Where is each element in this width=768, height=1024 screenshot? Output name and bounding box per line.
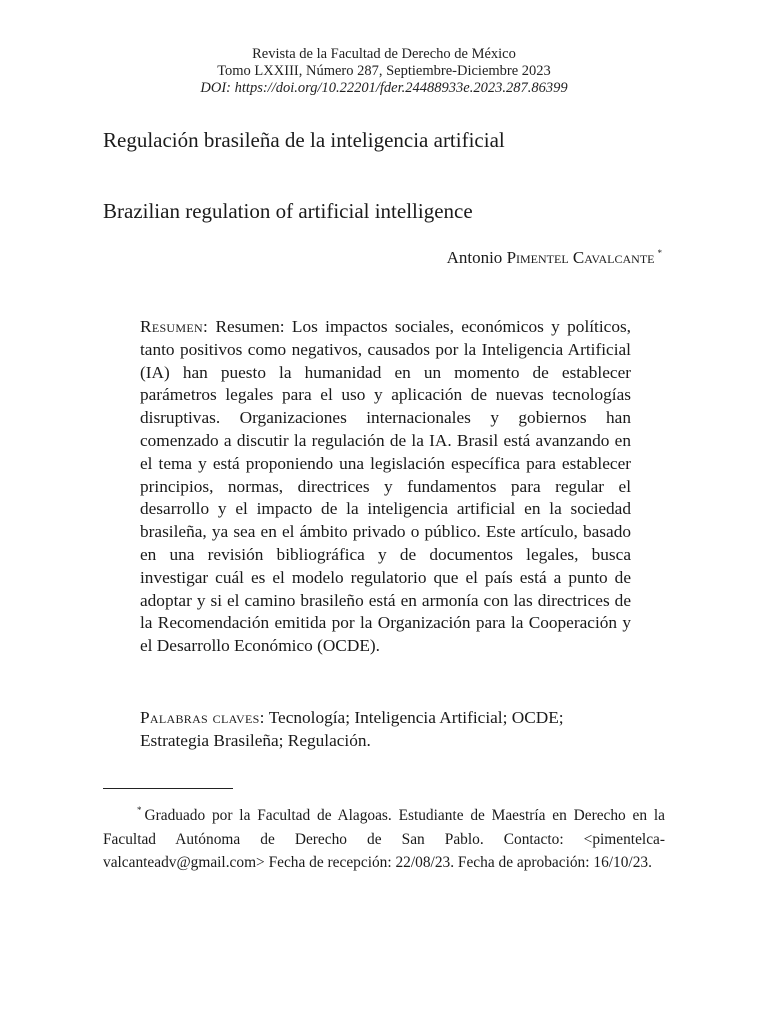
author-line xyxy=(447,248,662,268)
journal-name: Revista de la Facultad de Derecho de México xyxy=(252,46,516,62)
keywords xyxy=(140,707,635,753)
journal-header xyxy=(0,46,768,97)
keywords-label: Palabras claves: xyxy=(140,708,265,727)
footnote-text: Graduado por la Facultad de Alagoas. Estudiante de Maestría en Derecho en la Facultad Autónoma de Derecho de San Pablo. Contacto: <pimentelcavalcanteadv@gmail.com> Fecha de recepción: 22/08/23. Fecha de aprobación: 16/10/23. xyxy=(103,807,665,871)
journal-issue: Tomo LXXIII, Número 287, Septiembre-Diciembre 2023 xyxy=(217,63,551,79)
footnote-divider xyxy=(103,788,233,789)
abstract-text: Resumen: Los impactos sociales, económicos y políticos, tanto positivos como negativos, causados por la Inteligencia Artificial (IA) han puesto la humanidad en un momento de establecer parámetros legales para el uso y aplicación de nuevas tecnologías disruptivas. Organizaciones internacionales y gobiernos han comenzado a discutir la regulación de la IA. Brasil está avanzando en el tema y está proponiendo una legislación específica para establecer principios, normas, directrices y fundamentos para regular el desarrollo y el impacto de la inteligencia artificial en la sociedad brasileña, ya sea en el ámbito privado o público. Este artículo, basado en una revisión bibliográfica y de documentos legales, busca investigar cuál es el modelo regulatorio que el país está a punto de adoptar y si el camino brasileño está en armonía con las directrices de la Recomendación emitida por la Organización para la Cooperación y el Desarrollo Económico (OCDE). xyxy=(140,317,631,656)
doi-line: DOI: https://doi.org/10.22201/fder.24488933e.2023.287.86399 xyxy=(200,80,568,96)
abstract-label: Resumen: xyxy=(140,317,209,336)
footnote-mark: * xyxy=(137,805,142,815)
footnote xyxy=(103,799,665,875)
author-first-name: Antonio xyxy=(446,248,503,267)
title-english: Brazilian regulation of artificial intelligence xyxy=(103,199,473,223)
author-last-name: Pimentel Cavalcante xyxy=(506,248,655,267)
abstract xyxy=(140,316,631,658)
author-footnote-mark: * xyxy=(657,248,662,258)
keywords-text: Tecnología; Inteligencia Artificial; OCDE; Estrategia Brasileña; Regulación. xyxy=(140,708,564,750)
title-spanish: Regulación brasileña de la inteligencia artificial xyxy=(103,128,505,152)
